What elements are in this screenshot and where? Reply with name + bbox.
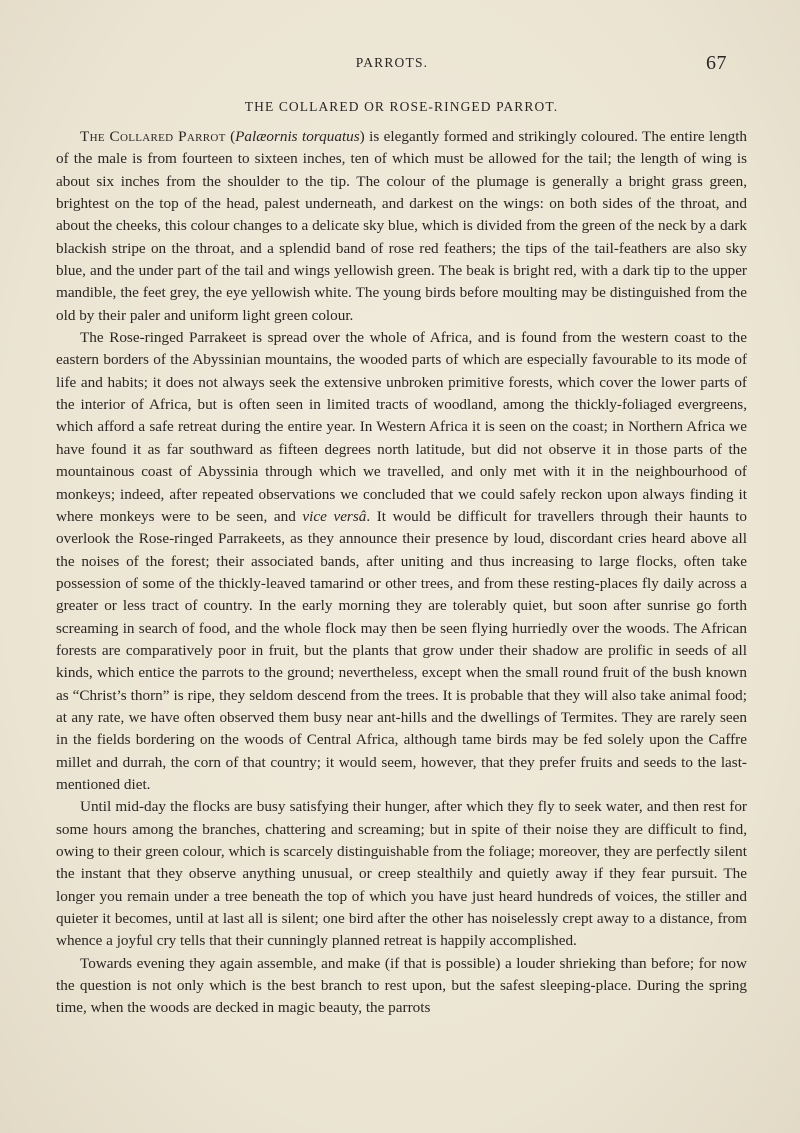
paren-open: ( [230, 128, 236, 145]
italic-phrase: vice versâ [302, 507, 367, 525]
article-body [56, 99, 747, 1020]
paragraph-distribution-text-b: . It would be difficult for travellers through their haunts to overlook the Rose-ringed Parrakeets, as they announce their presence by loud, discordant cries heard above all the noises of the forest; their associated bands, after uniting and thus increasing to large flocks, often take possession of some of the thickly-leaved tamarind or other trees, and from these resting-places fly daily across a greater or less tract of country. In the early morning they are tolerably quiet, but soon after sunrise go forth screaming in search of food, and the whole flock may then be seen flying hurriedly over the woods. The African forests are comparatively poor in fruit, but the plants that grow under their shadow are prolific in seeds of all kinds, which entice the parrots to the ground; nevertheless, except when the small round fruit of the bush known as “Christ’s thorn” is ripe, they seldom descend from the trees. It is probable that they will also take animal food; at any rate, we have often observed them busy near ant-hills and the dwellings of Termites. They are rarely seen in the fields bordering on the woods of Central Africa, although tame birds may be fed solely upon the Caffre millet and durrah, the corn of that country; it would seem, however, that they prefer fruits and seeds to the last-mentioned diet. [56, 507, 748, 793]
paragraph-habits: Until mid-day the flocks are busy satisfying their hunger, after which they fly to seek water, and then rest for some hours among the branches, chattering and screaming; but in spite of their noise they are difficult to find, owing to their green colour, which is scarcely distinguishable from the foliage; moreover, they are perfectly silent the instant that they observe anything unusual, or creep stealthily and quietly away if they fear pursuit. The longer you remain under a tree beneath the top of which you have just heard hundreds of voices, the stiller and quieter it becomes, until at last all is silent; one bird after the other has noiselessly crept away to a distance, from whence a joyful cry tells that their cunningly planned retreat is happily accomplished. [56, 798, 747, 950]
latin-name: Palæornis torquatus [235, 128, 360, 145]
paragraph-description-text: ) is elegantly formed and strikingly coloured. The entire length of the male is from fourteen to sixteen inches, ten of which must be allowed for the tail; the length of wing is about six inches from the shoulder to the tip. The colour of the plumage is generally a bright grass green, brightest on the top of the head, palest underneath, and darkest on the wings: on both sides of the throat, and about the cheeks, this colour changes to a delicate sky blue, which is divided from the green of the neck by a dark blackish stripe on the throat, and a splendid band of rose red feathers; the tips of the tail-feathers are also sky blue, and the under part of the tail and wings yellowish green. The beak is bright red, with a dark tip to the upper mandible, the feet grey, the eye yellowish white. The young birds before moulting may be distinguished from the old by their paler and uniform light green colour. [56, 128, 748, 324]
paragraph-distribution [56, 327, 747, 796]
paragraph-description [56, 126, 747, 327]
species-name: The Collared Parrot [80, 128, 226, 145]
section-title: THE COLLARED OR ROSE-RINGED PARROT. [244, 99, 559, 114]
paragraph-distribution-text-a: The Rose-ringed Parrakeet is spread over the whole of Africa, and is found from the western coast to the eastern borders of the Abyssinian mountains, the wooded parts of which are especially favourable to its mode of life and habits; it does not always seek the extensive unbroken primitive forests, which cover the lower parts of the interior of Africa, but is often seen in limited tracts of woodland, among the thickly-foliaged evergreens, which afford a safe retreat during the entire year. In Western Africa it is seen on the coast; in Northern Africa we have found it as far southward as fifteen degrees north latitude, but did not observe it in those parts of the mountainous coast of Abyssinia through which we travelled, and only met with it in the neighbourhood of monkeys; indeed, after repeated observations we concluded that we could safely reckon upon always finding it where monkeys were to be seen, and [56, 329, 747, 525]
page-number: 67 [706, 52, 727, 74]
paragraph-evening: Towards evening they again assemble, and make (if that is possible) a louder shrieking than before; for now the question is not only which is the best branch to rest upon, but the safest sleeping-place. During the spring time, when the woods are decked in magic beauty, the parrots [56, 954, 747, 1017]
running-head: PARROTS. [355, 55, 429, 70]
